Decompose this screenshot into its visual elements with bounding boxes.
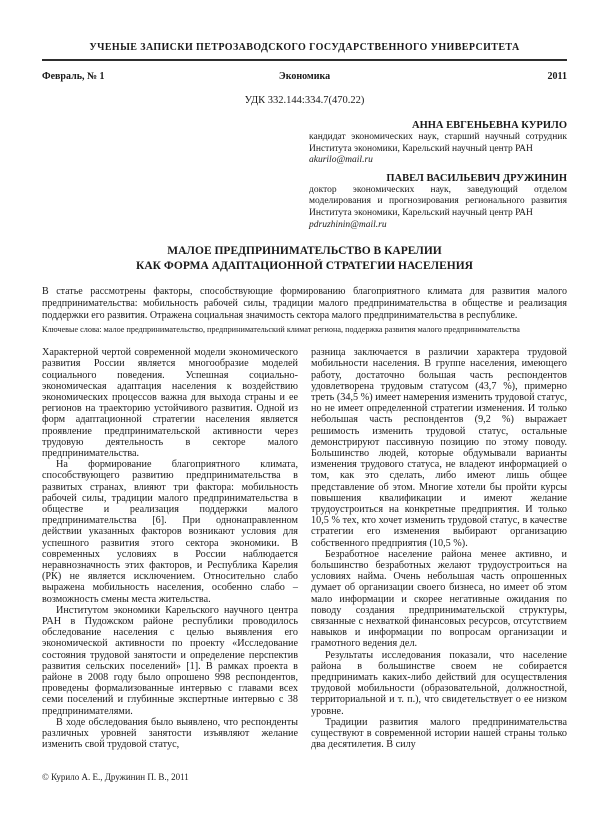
- body-column-right: [311, 347, 567, 750]
- keywords-text: Ключевые слова: малое предпринимательство, предпринимательский климат региона, поддержка развития малого предпринимательства: [42, 325, 520, 335]
- paragraph: Характерной чертой современной модели экономического развития России является многообразие моделей социального поведения. Успешная социально-экономическая адаптация населения к воздействию экономических процессов важна для выхода страны и ее регионов на траекторию устойчивого развития. Одной из форм адаптационной стратегии населения является проявление предпринимательской активности через трудовую деятельность в секторе малого предпринимательства.: [42, 347, 298, 459]
- author-block: [309, 119, 567, 167]
- journal-header: УЧЕНЫЕ ЗАПИСКИ ПЕТРОЗАВОДСКОГО ГОСУДАРСТВЕННОГО УНИВЕРСИТЕТА: [89, 42, 520, 53]
- author-email: pdruzhinin@mail.ru: [309, 219, 387, 230]
- header-rule: [42, 59, 567, 61]
- author-email: akurilo@mail.ru: [309, 155, 373, 166]
- author-affiliation: доктор экономических наук, заведующий отделом моделирования и прогнозирования регионального развития Института экономики, Карельский научный центр РАН: [309, 184, 567, 218]
- author-affiliation: кандидат экономических наук, старший научный сотрудник Института экономики, Карельский научный центр РАН: [309, 132, 567, 154]
- paragraph: разница заключается в различии характера трудовой мобильности населения. В группе населения, имеющего работу, достаточно большая часть респондентов удовлетворена трудовым статусом (43,7 %), примерно треть (34,5 %) имеет намерения изменить трудовой статус, но не имеет определенной стратегии изменения. И только небольшая часть респондентов (9,2 %) выражает решимость изменить трудовой статус, остальные демонстрируют пассивную позицию по этому поводу. Большинство людей, которые обдумывали варианты изменения трудового статуса, не владеют информацией о том, как это сделать, либо имеют лишь общее представление об этом. Многие хотели бы пройти курсы повышения квалификации и имеют желание трудоустроиться на конкретные предприятия. И только 10,5 % тех, кто хочет изменить трудовой статус, в качестве стратегии его изменения выбирают организацию собственного предприятия (10,5 %).: [311, 347, 567, 549]
- article-title-line2: КАК ФОРМА АДАПТАЦИОННОЙ СТРАТЕГИИ НАСЕЛЕНИЯ: [136, 259, 473, 272]
- body-column-left: [42, 347, 298, 750]
- issue-month: Февраль, № 1: [42, 71, 105, 82]
- author-name: АННА ЕВГЕНЬЕВНА КУРИЛО: [412, 120, 567, 131]
- author-block: [309, 172, 567, 231]
- issue-info-row: [42, 71, 567, 82]
- udk-number: УДК 332.144:334.7(470.22): [244, 95, 365, 106]
- article-title-line1: МАЛОЕ ПРЕДПРИНИМАТЕЛЬСТВО В КАРЕЛИИ: [167, 245, 442, 258]
- issue-year: 2011: [547, 71, 567, 82]
- authors-block: [309, 119, 567, 231]
- copyright-notice: © Курило А. Е., Дружинин П. В., 2011: [42, 772, 189, 782]
- paragraph: Традиции развития малого предпринимательства существуют в современной истории нашей страны только два десятилетия. В силу: [311, 716, 567, 751]
- paragraph: Результаты исследования показали, что население района в большинстве своем не собирается предпринимать каких-либо действий для осуществления трудовой мобильности (образовательной, должностной, территориальной и т. п.), что свидетельствует о ее низком уровне.: [311, 649, 567, 717]
- paragraph: В ходе обследования было выявлено, что респонденты различных уровней занятости изъявляют желание изменить свой трудовой статус,: [42, 716, 298, 751]
- issue-section: Экономика: [278, 71, 331, 82]
- paragraph: Институтом экономики Карельского научного центра РАН в Пудожском районе республики проводилось обследование населения с целью выявления его экономической активности по проекту «Исследование состояния трудовой занятости и определение перспектив развития сельских поселений» [1]. В рамках проекта в районе в 2008 году было опрошено 998 респондентов, проведены формализованные интервью с главами всех семи поселений и глубинные экспертные интервью с 38 предпринимателями.: [42, 604, 298, 717]
- author-name: ПАВЕЛ ВАСИЛЬЕВИЧ ДРУЖИНИН: [386, 172, 567, 184]
- paragraph: Безработное население района менее активно, и большинство безработных желают трудоустроиться на условиях найма. Очень небольшая часть опрошенных думает об организации своего бизнеса, но имеет об этом мало информации и скорее негативные ожидания по поводу создания предпринимательской структуры, связанные с нехваткой финансовых ресурсов, отсутствием навыков и информации по вопросам организации и грамотного ведения дел.: [311, 548, 567, 650]
- article-body: [42, 347, 567, 750]
- article-title: [42, 244, 567, 273]
- abstract-text: В статье рассмотрены факторы, способствующие формированию благоприятного климата для развития малого предпринимательства: мобильность рабочей силы, традиции малого предпринимательства в обществе и реализация поддержки его развития. Отражена социальная значимость сектора малого предпринимательства в республике.: [42, 286, 567, 322]
- paragraph: На формирование благоприятного климата, способствующего развитию предпринимательства в развитых странах, влияют три фактора: мобильность рабочей силы, традиции малого предпринимательства в обществе и реализация поддержки малого предпринимательства [6]. При однонаправленном действии указанных факторов возникают условия для успешного развития этого сектора экономики. В современных условиях в России наблюдается неравнозначность этих факторов, и Республика Карелия (РК) не является исключением. Относительно слабо выражена мобильность населения, особенно слабо – возможность смены места жительства.: [42, 459, 298, 605]
